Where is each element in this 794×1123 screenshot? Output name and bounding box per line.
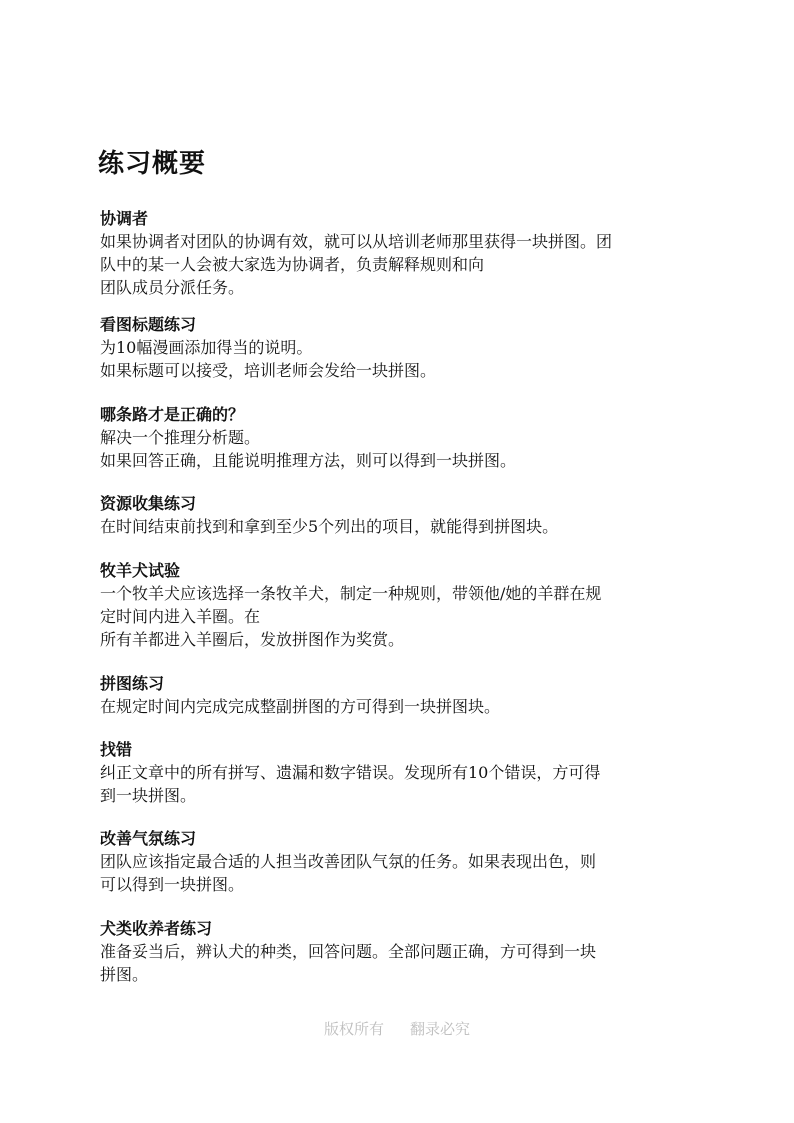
section-dog-adopter xyxy=(100,918,700,986)
page-title: 练习概要 xyxy=(98,149,207,179)
section-line: 解决一个推理分析题。 xyxy=(100,428,261,447)
section-line: 可以得到一块拼图。 xyxy=(100,875,245,894)
section-line: 团队成员分派任务。 xyxy=(100,278,245,297)
section-find-errors xyxy=(100,739,700,807)
section-line: 一个牧羊犬应该选择一条牧羊犬，制定一种规则，带领他/她的羊群在规 xyxy=(100,584,602,603)
section-heading: 犬类收养者练习 xyxy=(100,919,213,938)
section-heading: 协调者 xyxy=(100,209,149,228)
section-line: 纠正文章中的所有拼写、遗漏和数字错误。发现所有10个错误，方可得 xyxy=(100,763,601,782)
page-footer xyxy=(0,1018,794,1039)
section-heading: 牧羊犬试验 xyxy=(100,561,181,580)
section-line: 队中的某一人会被大家选为协调者，负责解释规则和向 xyxy=(100,255,485,274)
section-line: 准备妥当后，辨认犬的种类，回答问题。全部问题正确，方可得到一块 xyxy=(100,942,597,961)
section-line: 为10幅漫画添加得当的说明。 xyxy=(100,338,313,357)
section-coordinator xyxy=(100,208,700,299)
section-jigsaw-exercise xyxy=(100,673,700,718)
section-line: 如果回答正确，且能说明推理方法，则可以得到一块拼图。 xyxy=(100,451,517,470)
section-heading: 找错 xyxy=(100,740,133,759)
section-line: 如果标题可以接受，培训老师会发给一块拼图。 xyxy=(100,361,437,380)
section-line: 所有羊都进入羊圈后，发放拼图作为奖赏。 xyxy=(100,630,405,649)
section-sheepdog-trial xyxy=(100,560,700,651)
section-heading: 拼图练习 xyxy=(100,674,165,693)
section-line: 拼图。 xyxy=(100,965,149,984)
section-line: 定时间内进入羊圈。在 xyxy=(100,607,261,626)
section-improve-atmosphere xyxy=(100,828,700,896)
section-heading: 哪条路才是正确的？ xyxy=(100,405,245,424)
section-line: 团队应该指定最合适的人担当改善团队气氛的任务。如果表现出色，则 xyxy=(100,852,597,871)
section-heading: 改善气氛练习 xyxy=(100,829,197,848)
section-line: 在规定时间内完成完成整副拼图的方可得到一块拼图块。 xyxy=(100,697,501,716)
section-caption-exercise xyxy=(100,314,700,382)
footer-notice: 翻录必究 xyxy=(410,1020,471,1038)
footer-copyright: 版权所有 xyxy=(323,1020,384,1038)
section-line: 在时间结束前找到和拿到至少5个列出的项目，就能得到拼图块。 xyxy=(100,517,559,536)
section-resource-gathering xyxy=(100,493,700,538)
section-heading: 看图标题练习 xyxy=(100,315,197,334)
section-which-road xyxy=(100,404,700,472)
section-heading: 资源收集练习 xyxy=(100,494,197,513)
section-line: 到一块拼图。 xyxy=(100,786,197,805)
section-line: 如果协调者对团队的协调有效，就可以从培训老师那里获得一块拼图。团 xyxy=(100,232,613,251)
